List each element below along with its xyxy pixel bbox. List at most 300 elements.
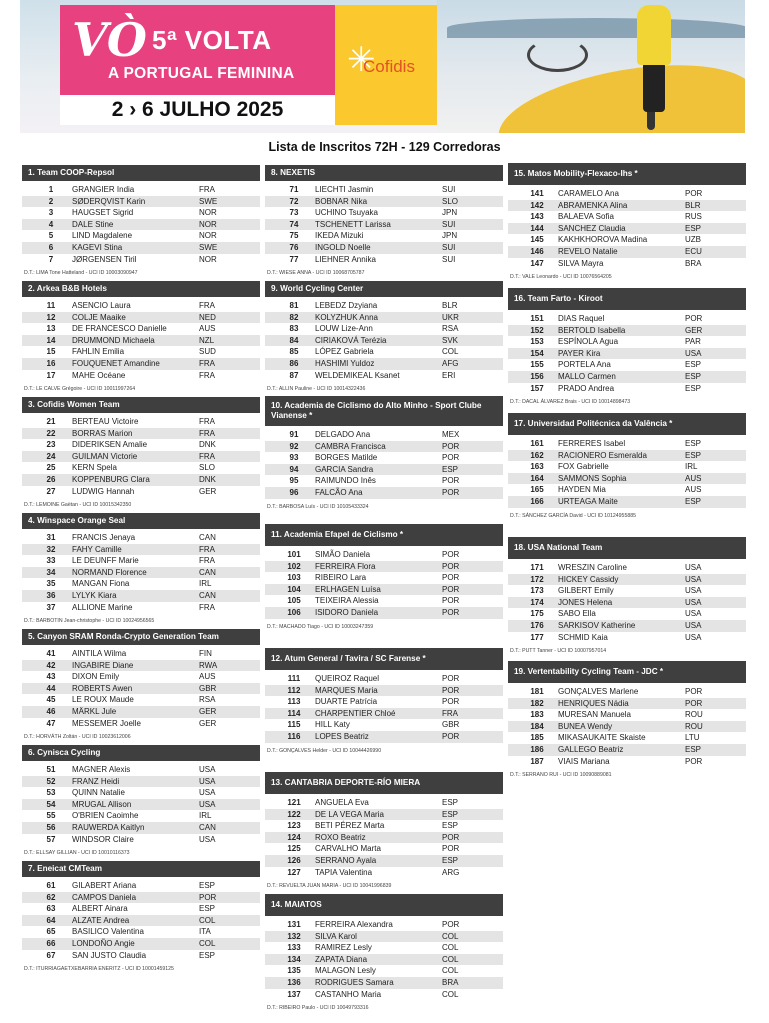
rider-nation: POR: [685, 698, 703, 708]
rider-number: 53: [46, 788, 56, 798]
rider-nation: IRL: [199, 811, 212, 821]
rider-row: [508, 246, 746, 258]
rider-row: [22, 903, 260, 915]
rider-number: 174: [530, 597, 544, 607]
team-header: 10. Academia de Ciclismo do Alto Minho - Sport Clube Vianense *: [265, 396, 503, 426]
rider-number: 86: [289, 358, 299, 368]
rider-number: 6: [48, 242, 54, 252]
rider-name: FRANZ Heidi: [72, 776, 120, 786]
rider-nation: NOR: [199, 231, 217, 241]
rider-name: SIMÃO Daniela: [315, 550, 371, 559]
rider-number: 35: [46, 579, 56, 589]
rider-nation: POR: [442, 685, 460, 695]
rider-nation: CAN: [199, 822, 216, 832]
rider-row: [22, 335, 260, 347]
team-block: [508, 537, 746, 654]
rider-number: 166: [530, 496, 544, 506]
rider-name: TEIXEIRA Alessia: [315, 596, 379, 606]
rider-nation: FRA: [199, 417, 215, 426]
rider-nation: COL: [442, 943, 459, 953]
rider-name: IKEDA Mizuki: [315, 231, 364, 241]
rider-nation: FRA: [199, 544, 215, 554]
rider-row: [508, 258, 746, 270]
rider-nation: POR: [442, 832, 460, 842]
rider-nation: ESP: [199, 904, 216, 914]
rider-row: [265, 595, 503, 607]
rider-nation: ESP: [685, 371, 702, 381]
rider-nation: NOR: [199, 254, 217, 264]
rider-list: [508, 562, 746, 643]
rider-nation: USA: [685, 597, 702, 607]
rider-row: [22, 254, 260, 266]
rider-nation: ROU: [685, 721, 703, 731]
rider-nation: ITA: [199, 927, 211, 937]
rider-name: MÄRKL Jule: [72, 706, 117, 716]
rider-nation: SVK: [442, 335, 459, 345]
rider-number: 176: [530, 620, 544, 630]
rider-nation: FRA: [442, 708, 458, 718]
rider-number: 152: [530, 325, 544, 335]
rider-nation: AUS: [199, 324, 216, 334]
team-director: D.T.: ALLIN Pauline - UCI ID 10014322436: [267, 386, 366, 393]
rider-name: FRANCIS Jenaya: [72, 533, 136, 542]
rider-nation: UKR: [442, 312, 459, 322]
rider-name: DRUMMOND Michaela: [72, 335, 155, 345]
rider-name: FOUQUENET Amandine: [72, 358, 160, 368]
rider-row: [22, 346, 260, 358]
rider-number: 123: [287, 821, 301, 831]
rider-row: [22, 532, 260, 544]
rider-nation: POR: [442, 453, 460, 463]
team-header: 13. CANTABRIA DEPORTE-RÍO MIERA: [265, 772, 503, 794]
rider-name: MALAGON Lesly: [315, 966, 376, 976]
rider-list: [265, 184, 503, 265]
rider-row: [508, 200, 746, 212]
rider-name: BORRAS Marion: [72, 428, 133, 438]
rider-name: KOPPENBURG Clara: [72, 474, 150, 484]
rider-name: BOBNAR Nika: [315, 196, 368, 206]
rider-number: 2: [48, 196, 54, 206]
rider-name: BERTEAU Victoire: [72, 417, 139, 426]
rider-row: [22, 358, 260, 370]
rider-nation: ESP: [442, 809, 459, 819]
team-director: D.T.: HORVÁTH Zoltán - UCI ID 10023612006: [24, 734, 131, 741]
rider-row: [22, 474, 260, 486]
rider-nation: AUS: [199, 672, 216, 682]
rider-number: 93: [289, 453, 299, 463]
rider-number: 116: [287, 731, 301, 741]
rider-name: MAGNER Alexis: [72, 765, 131, 774]
rider-nation: ESP: [685, 439, 702, 448]
rider-number: 36: [46, 590, 56, 600]
team-header: 11. Academia Efapel de Ciclismo *: [265, 524, 503, 546]
rider-number: 151: [530, 314, 544, 323]
rider-name: INGOLD Noelle: [315, 242, 371, 252]
rider-row: [508, 732, 746, 744]
rider-name: BORGES Matilde: [315, 453, 378, 463]
rider-nation: USA: [199, 834, 216, 844]
rider-number: 164: [530, 473, 544, 483]
rider-nation: CAN: [199, 567, 216, 577]
rider-number: 47: [46, 718, 56, 728]
rider-name: SCHMID Kaia: [558, 632, 608, 642]
rider-number: 66: [46, 938, 56, 948]
rider-number: 175: [530, 609, 544, 619]
team-block: [508, 288, 746, 405]
rider-name: FALCÃO Ana: [315, 487, 363, 497]
rider-row: [22, 776, 260, 788]
rider-name: SAN JUSTO Claudia: [72, 950, 147, 960]
rider-number: 1: [48, 185, 54, 194]
rider-row: [22, 602, 260, 614]
rider-nation: USA: [685, 586, 702, 596]
rider-name: DIDERIKSEN Amalie: [72, 440, 148, 450]
rider-number: 5: [48, 231, 54, 241]
rider-number: 103: [287, 573, 301, 583]
rider-number: 95: [289, 476, 299, 486]
rider-nation: FRA: [199, 556, 215, 566]
team-header: 6. Cynisca Cycling: [22, 745, 260, 761]
rider-row: [22, 764, 260, 776]
rider-nation: NZL: [199, 335, 215, 345]
rider-name: LE DEUNFF Marie: [72, 556, 139, 566]
rider-nation: USA: [685, 609, 702, 619]
team-director: D.T.: ELLSAY GILLIAN - UCI ID 10010116373: [24, 850, 130, 857]
team-director: D.T.: GONÇALVES Helder - UCI ID 10044426990: [267, 747, 382, 754]
rider-row: [265, 452, 503, 464]
rider-name: PORTELA Ana: [558, 360, 611, 370]
rider-row: [265, 429, 503, 441]
rider-number: 84: [289, 335, 299, 345]
rider-number: 55: [46, 811, 56, 821]
rider-nation: POR: [442, 731, 460, 741]
rider-nation: RUS: [685, 212, 702, 222]
rider-number: 183: [530, 710, 544, 720]
rider-number: 173: [530, 586, 544, 596]
rider-number: 153: [530, 337, 544, 347]
rider-nation: SUI: [442, 254, 456, 264]
rider-name: KAGEVI Stina: [72, 242, 123, 252]
rider-nation: IRL: [685, 462, 698, 472]
rider-nation: POR: [685, 687, 703, 696]
rider-name: LIND Magdalene: [72, 231, 133, 241]
rider-row: [22, 694, 260, 706]
rider-name: ASENCIO Laura: [72, 301, 131, 310]
rider-list: [265, 919, 503, 1000]
rider-row: [265, 300, 503, 312]
rider-row: [22, 439, 260, 451]
rider-row: [508, 371, 746, 383]
rider-number: 21: [46, 417, 56, 426]
rider-nation: COL: [199, 915, 216, 925]
rider-nation: USA: [199, 765, 216, 774]
rider-name: QUEIROZ Raquel: [315, 674, 380, 683]
rider-row: [22, 462, 260, 474]
team-header: 4. Winspace Orange Seal: [22, 513, 260, 529]
rider-name: DIAS Raquel: [558, 314, 605, 323]
rider-list: [22, 532, 260, 613]
rider-nation: RSA: [442, 324, 459, 334]
rider-number: 162: [530, 450, 544, 460]
rider-number: 147: [530, 258, 544, 268]
rider-nation: POR: [442, 584, 460, 594]
rider-number: 135: [287, 966, 301, 976]
rider-name: GALLEGO Beatriz: [558, 744, 624, 754]
rider-nation: GBR: [442, 720, 460, 730]
rider-number: 31: [46, 533, 56, 542]
rider-nation: MEX: [442, 430, 460, 439]
rider-row: [508, 620, 746, 632]
rider-number: 73: [289, 208, 299, 218]
rider-list: [508, 438, 746, 508]
rider-name: NORMAND Florence: [72, 567, 147, 577]
rider-name: KOLYZHUK Anna: [315, 312, 378, 322]
rider-number: 163: [530, 462, 544, 472]
rider-nation: COL: [442, 931, 459, 941]
rider-name: SARKISOV Katherine: [558, 620, 636, 630]
rider-row: [508, 313, 746, 325]
event-edition: 5ª VOLTA: [152, 25, 272, 55]
rider-nation: FRA: [199, 602, 215, 612]
rider-nation: ESP: [685, 450, 702, 460]
rider-number: 22: [46, 428, 56, 438]
rider-number: 76: [289, 242, 299, 252]
rider-list: [22, 648, 260, 729]
rider-row: [265, 719, 503, 731]
rider-nation: SLO: [442, 196, 459, 206]
rider-name: LOUW Lize-Ann: [315, 324, 373, 334]
rider-row: [22, 416, 260, 428]
rider-name: DELGADO Ana: [315, 430, 371, 439]
rider-row: [265, 242, 503, 254]
rider-nation: POR: [442, 441, 460, 451]
rider-nation: BRA: [685, 258, 702, 268]
rider-list: [265, 549, 503, 619]
rider-nation: ARG: [442, 867, 460, 877]
rider-nation: ROU: [685, 710, 703, 720]
rider-number: 133: [287, 943, 301, 953]
team-block: [22, 397, 260, 508]
rider-name: VIAIS Mariana: [558, 756, 610, 766]
rider-name: JØRGENSEN Tiril: [72, 254, 137, 264]
rider-name: MESSEMER Joelle: [72, 718, 141, 728]
rider-name: TAPIA Valentina: [315, 867, 373, 877]
rider-nation: BRA: [442, 977, 459, 987]
rider-list: [22, 764, 260, 845]
rider-number: 74: [289, 219, 299, 229]
rider-row: [22, 370, 260, 382]
rider-name: GARCIA Sandra: [315, 464, 374, 474]
rider-row: [508, 608, 746, 620]
rider-nation: POR: [685, 189, 703, 198]
rider-row: [22, 671, 260, 683]
team-director: D.T.: BARBOTIN Jean-christophe - UCI ID 10024956565: [24, 618, 155, 625]
rider-name: PRADO Andrea: [558, 383, 615, 393]
rider-nation: ESP: [199, 881, 216, 890]
rider-nation: SWE: [199, 242, 218, 252]
rider-row: [508, 756, 746, 768]
rider-name: LE ROUX Maude: [72, 695, 134, 705]
rider-name: TSCHENETT Larissa: [315, 219, 391, 229]
team-block: [22, 513, 260, 624]
rider-name: MARQUES Maria: [315, 685, 378, 695]
rider-name: RODRIGUES Samara: [315, 977, 394, 987]
rider-row: [265, 931, 503, 943]
rider-row: [22, 196, 260, 208]
rider-row: [22, 926, 260, 938]
rider-row: [22, 242, 260, 254]
rider-name: CAMBRA Francisca: [315, 441, 386, 451]
rider-row: [22, 207, 260, 219]
rider-name: GUILMAN Victorie: [72, 451, 138, 461]
rider-number: 56: [46, 822, 56, 832]
rider-row: [22, 718, 260, 730]
rider-number: 15: [46, 347, 56, 357]
rider-number: 155: [530, 360, 544, 370]
rider-name: O'BRIEN Caoimhe: [72, 811, 139, 821]
rider-number: 65: [46, 927, 56, 937]
team-director: D.T.: LIMA Tone Hatteland - UCI ID 10003090947: [24, 270, 138, 277]
rider-name: HAYDEN Mia: [558, 485, 606, 495]
rider-number: 82: [289, 312, 299, 322]
rider-number: 177: [530, 632, 544, 642]
rider-name: LYLYK Kiara: [72, 590, 117, 600]
rider-name: ISIDORO Daniela: [315, 607, 379, 617]
rider-name: COLJE Maaike: [72, 312, 126, 322]
team-header: 12. Atum General / Tavira / SC Farense *: [265, 648, 503, 670]
rider-number: 181: [530, 687, 544, 696]
rider-name: URTEAGA Maite: [558, 496, 618, 506]
rider-number: 37: [46, 602, 56, 612]
rider-number: 145: [530, 235, 544, 245]
team-director: D.T.: WIESE ANNA - UCI ID 10068705787: [267, 270, 365, 277]
rider-nation: POR: [442, 550, 460, 559]
rider-row: [508, 325, 746, 337]
rider-row: [508, 188, 746, 200]
rider-number: 71: [289, 185, 299, 194]
rider-number: 94: [289, 464, 299, 474]
rider-name: LOPES Beatriz: [315, 731, 369, 741]
rider-number: 182: [530, 698, 544, 708]
rider-number: 101: [287, 550, 301, 559]
rider-list: [265, 300, 503, 381]
team-block: [22, 165, 260, 276]
rider-row: [265, 843, 503, 855]
team-director: D.T.: SÁNCHEZ GARCÍA David - UCI ID 10124955885: [510, 512, 636, 519]
rider-row: [265, 196, 503, 208]
rider-number: 184: [530, 721, 544, 731]
rider-number: 13: [46, 324, 56, 334]
rider-row: [265, 184, 503, 196]
rider-nation: AUS: [685, 485, 702, 495]
team-header: 1. Team COOP-Repsol: [22, 165, 260, 181]
rider-number: 125: [287, 844, 301, 854]
rider-nation: USA: [685, 348, 702, 358]
rider-name: HENRIQUES Nádia: [558, 698, 629, 708]
rider-number: 77: [289, 254, 299, 264]
rider-number: 32: [46, 544, 56, 554]
rider-row: [22, 555, 260, 567]
rider-row: [508, 359, 746, 371]
team-block: [508, 413, 746, 519]
rider-number: 14: [46, 335, 56, 345]
rider-name: RAMIREZ Lesly: [315, 943, 372, 953]
team-header: 3. Cofidis Women Team: [22, 397, 260, 413]
rider-number: 187: [530, 756, 544, 766]
rider-name: LUDWIG Hannah: [72, 486, 135, 496]
rider-row: [22, 648, 260, 660]
rider-name: SAMMONS Sophia: [558, 473, 627, 483]
rider-nation: GER: [685, 325, 703, 335]
rider-row: [508, 686, 746, 698]
rider-nation: GER: [199, 486, 217, 496]
rider-name: GONÇALVES Marlene: [558, 687, 639, 696]
rider-name: FERRERES Isabel: [558, 439, 626, 448]
rider-name: DALE Stine: [72, 219, 114, 229]
rider-number: 134: [287, 954, 301, 964]
team-header: 18. USA National Team: [508, 537, 746, 559]
rider-name: DE FRANCESCO Danielle: [72, 324, 167, 334]
rider-number: 25: [46, 463, 56, 473]
rider-row: [265, 549, 503, 561]
rider-name: SILVA Karol: [315, 931, 357, 941]
event-dates: 2 › 6 JULHO 2025: [60, 95, 335, 125]
rider-row: [265, 989, 503, 1001]
team-director: D.T.: LE CALVE Grégoire - UCI ID 10011997264: [24, 386, 136, 393]
rider-name: ZAPATA Diana: [315, 954, 368, 964]
rider-number: 12: [46, 312, 56, 322]
rider-name: HILL Katy: [315, 720, 350, 730]
rider-number: 112: [287, 685, 301, 695]
rider-name: MALLO Carmen: [558, 371, 616, 381]
rider-row: [508, 721, 746, 733]
rider-name: JONES Helena: [558, 597, 613, 607]
rider-name: BERTOLD Isabella: [558, 325, 626, 335]
rider-yellow-jersey-shape: [637, 5, 671, 65]
team-header: 2. Arkea B&B Hotels: [22, 281, 260, 297]
rider-row: [22, 323, 260, 335]
team-header: 15. Matos Mobility-Flexaco-Ihs *: [508, 163, 746, 185]
rider-name: RAIMUNDO Inês: [315, 476, 376, 486]
rider-nation: POR: [442, 607, 460, 617]
rider-number: 3: [48, 208, 54, 218]
rider-nation: CAN: [199, 590, 216, 600]
rider-name: FOX Gabrielle: [558, 462, 609, 472]
rider-nation: POR: [685, 756, 703, 766]
rider-nation: UZB: [685, 235, 701, 245]
rider-number: 144: [530, 223, 544, 233]
rider-name: CIRIAKOVÁ Terézia: [315, 335, 387, 345]
rider-number: 75: [289, 231, 299, 241]
rider-name: ROXO Beatriz: [315, 832, 366, 842]
rider-name: WRESZIN Caroline: [558, 563, 627, 572]
rider-name: SERRANO Ayala: [315, 855, 377, 865]
rider-nation: LTU: [685, 733, 700, 743]
rider-list: [22, 184, 260, 265]
sponsor-logo: Cofidis: [363, 57, 415, 76]
rider-name: AINTILA Wilma: [72, 649, 127, 658]
rider-row: [22, 799, 260, 811]
rider-row: [508, 211, 746, 223]
rider-nation: IRL: [199, 579, 212, 589]
rider-row: [265, 696, 503, 708]
rider-row: [508, 484, 746, 496]
rider-nation: ESP: [442, 464, 459, 474]
rider-nation: FRA: [199, 301, 215, 310]
rider-name: INGABIRE Diane: [72, 660, 134, 670]
rider-number: 64: [46, 915, 56, 925]
rider-name: REVELO Natalie: [558, 246, 618, 256]
